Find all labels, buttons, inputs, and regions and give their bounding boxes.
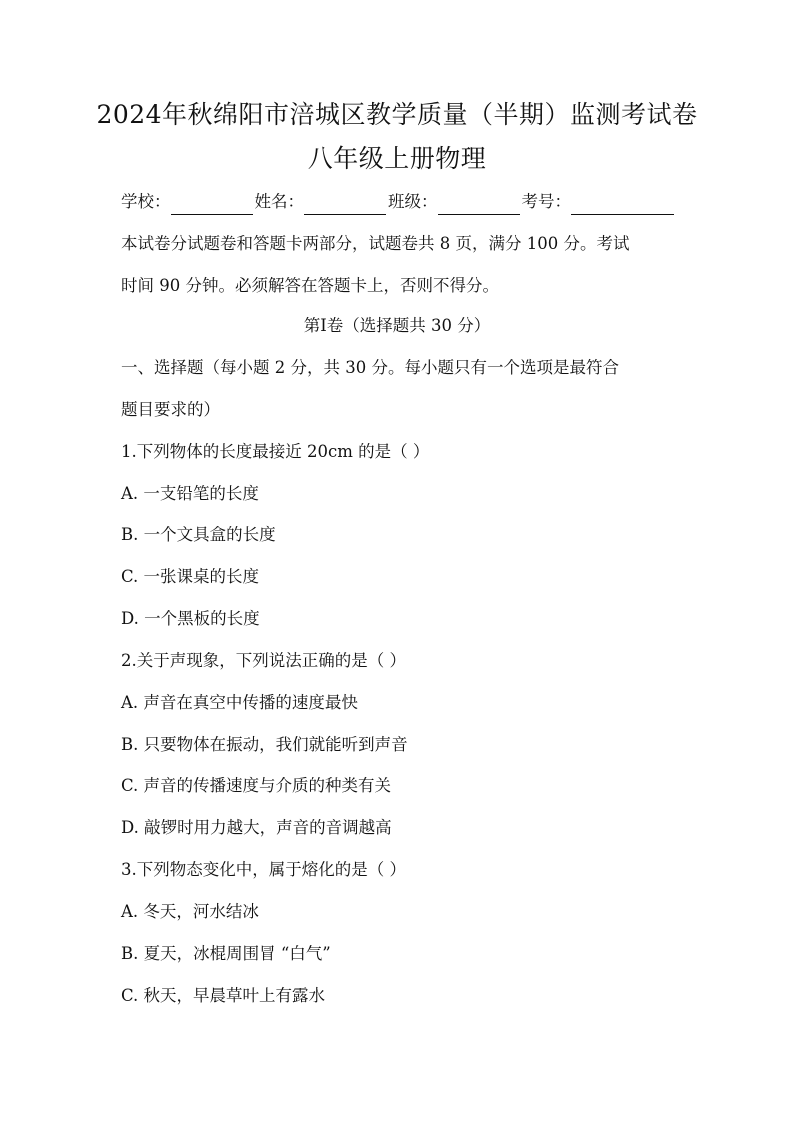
class-blank[interactable] — [438, 194, 520, 215]
instructions-line-1: 本试卷分试题卷和答题卡两部分，试题卷共 8 页，满分 100 分。考试 — [121, 234, 630, 253]
question-2-option-c: C. 声音的传播速度与介质的种类有关 — [121, 776, 392, 795]
question-1-option-b: B. 一个文具盒的长度 — [121, 525, 276, 544]
section-instruction-line-1: 一、选择题（每小题 2 分，共 30 分。每小题只有一个选项是最符合 — [121, 358, 619, 377]
question-1-option-c: C. 一张课桌的长度 — [121, 567, 260, 586]
exam-number-label: 考号： — [521, 192, 571, 211]
student-info-row — [121, 189, 681, 215]
question-3-option-a: A. 冬天，河水结冰 — [121, 902, 259, 921]
question-2-stem: 2.关于声现象，下列说法正确的是（ ） — [121, 651, 406, 670]
question-2-option-b: B. 只要物体在振动，我们就能听到声音 — [121, 735, 408, 754]
part1-heading: 第Ⅰ卷（选择题共 30 分） — [303, 316, 491, 335]
question-3-stem: 3.下列物态变化中，属于熔化的是（ ） — [121, 860, 406, 879]
exam-title: 2024年秋绵阳市涪城区教学质量（半期）监测考试卷 — [96, 100, 698, 129]
question-3-option-c: C. 秋天，早晨草叶上有露水 — [121, 986, 326, 1005]
name-label: 姓名： — [254, 192, 304, 211]
question-1-option-d: D. 一个黑板的长度 — [121, 609, 260, 628]
question-1-stem: 1.下列物体的长度最接近 20cm 的是（ ） — [121, 442, 430, 461]
question-2-option-d: D. 敲锣时用力越大，声音的音调越高 — [121, 818, 392, 837]
school-blank[interactable] — [171, 194, 253, 215]
name-blank[interactable] — [304, 194, 386, 215]
section-instruction-line-2: 题目要求的） — [121, 400, 220, 419]
school-label: 学校： — [121, 192, 171, 211]
exam-subtitle: 八年级上册物理 — [307, 144, 487, 173]
question-1-option-a: A. 一支铅笔的长度 — [121, 484, 259, 503]
instructions-line-2: 时间 90 分钟。必须解答在答题卡上，否则不得分。 — [121, 276, 499, 295]
exam-number-blank[interactable] — [571, 194, 674, 215]
question-3-option-b: B. 夏天，冰棍周围冒 “白气” — [121, 944, 331, 963]
class-label: 班级： — [388, 192, 438, 211]
question-2-option-a: A. 声音在真空中传播的速度最快 — [121, 693, 358, 712]
